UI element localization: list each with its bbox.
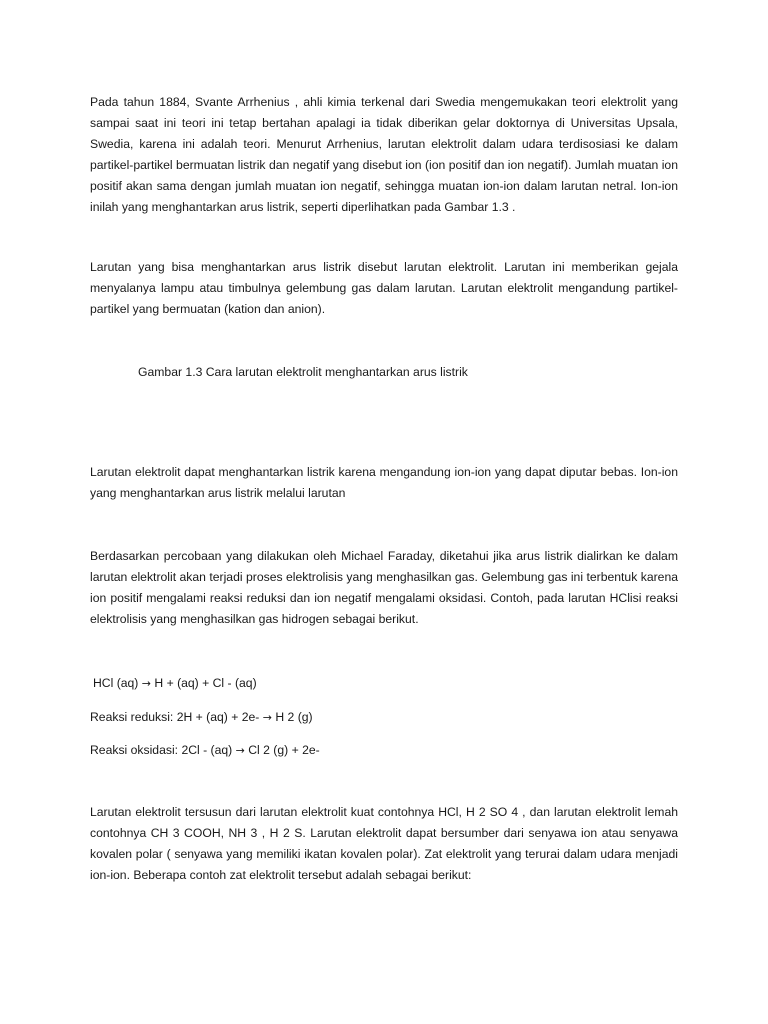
equation-reduksi [90,707,313,728]
paragraph-larutan-elektrolit: Larutan yang bisa menghantarkan arus listrik disebut larutan elektrolit. Larutan ini memberikan gejala menyalanya lampu atau timbulnya gelembung gas dalam larutan. Larutan elektrolit mengandung partikel-partikel yang bermuatan (kation dan anion). [90,260,678,316]
figure-caption: Gambar 1.3 Cara larutan elektrolit menghantarkan arus listrik [138,365,468,379]
paragraph-arrhenius: Pada tahun 1884, Svante Arrhenius , ahli kimia terkenal dari Swedia mengemukakan teori elektrolit yang sampai saat ini teori ini tetap bertahan apalagi ia tidak diberikan gelar doktornya di Universitas Upsala, Swedia, karena ini adalah teori. Menurut Arrhenius, larutan elektrolit dalam udara terdisosiasi ke dalam partikel-partikel bermuatan listrik dan negatif yang disebut ion (ion positif dan ion negatif). Jumlah muatan ion positif akan sama dengan jumlah muatan ion negatif, sehingga muatan ion-ion dalam larutan netral. Ion-ion inilah yang menghantarkan arus listrik, seperti diperlihatkan pada Gambar 1.3 . [90,95,678,214]
equation-hcl [93,673,257,694]
equation-oksidasi-right: Cl 2 (g) + 2e- [248,743,320,757]
equation-oksidasi-left: Reaksi oksidasi: 2Cl - (aq) [90,743,233,757]
paragraph-elektrolit-kuat-lemah: Larutan elektrolit tersusun dari larutan elektrolit kuat contohnya HCl, H 2 SO 4 , dan larutan elektrolit lemah contohnya CH 3 COOH, NH 3 , H 2 S. Larutan elektrolit dapat bersumber dari senyawa ion atau senyawa kovalen polar ( senyawa yang memiliki ikatan kovalen polar). Zat elektrolit yang terurai dalam udara menjadi ion-ion. Beberapa contoh zat elektrolit tersebut adalah sebagai berikut: [90,805,678,882]
equation-hcl-right: H + (aq) + Cl - (aq) [154,676,257,690]
equation-reduksi-right: H 2 (g) [275,710,313,724]
paragraph-faraday: Berdasarkan percobaan yang dilakukan oleh Michael Faraday, diketahui jika arus listrik dialirkan ke dalam larutan elektrolit akan terjadi proses elektrolisis yang menghasilkan gas. Gelembung gas ini terbentuk karena ion positif mengalami reaksi reduksi dan ion negatif mengalami oksidasi. Contoh, pada larutan HClisi reaksi elektrolisis yang menghasilkan gas hidrogen sebagai berikut. [90,549,678,626]
equation-oksidasi [90,740,320,761]
paragraph-ion-bebas: Larutan elektrolit dapat menghantarkan listrik karena mengandung ion-ion yang dapat diputar bebas. Ion-ion yang menghantarkan arus listrik melalui larutan [90,465,678,500]
arrow-icon: → [235,744,245,757]
equation-reduksi-left: Reaksi reduksi: 2H + (aq) + 2e- [90,710,260,724]
arrow-icon: → [262,711,272,724]
arrow-icon: → [141,677,151,690]
equation-hcl-left: HCl (aq) [93,676,139,690]
